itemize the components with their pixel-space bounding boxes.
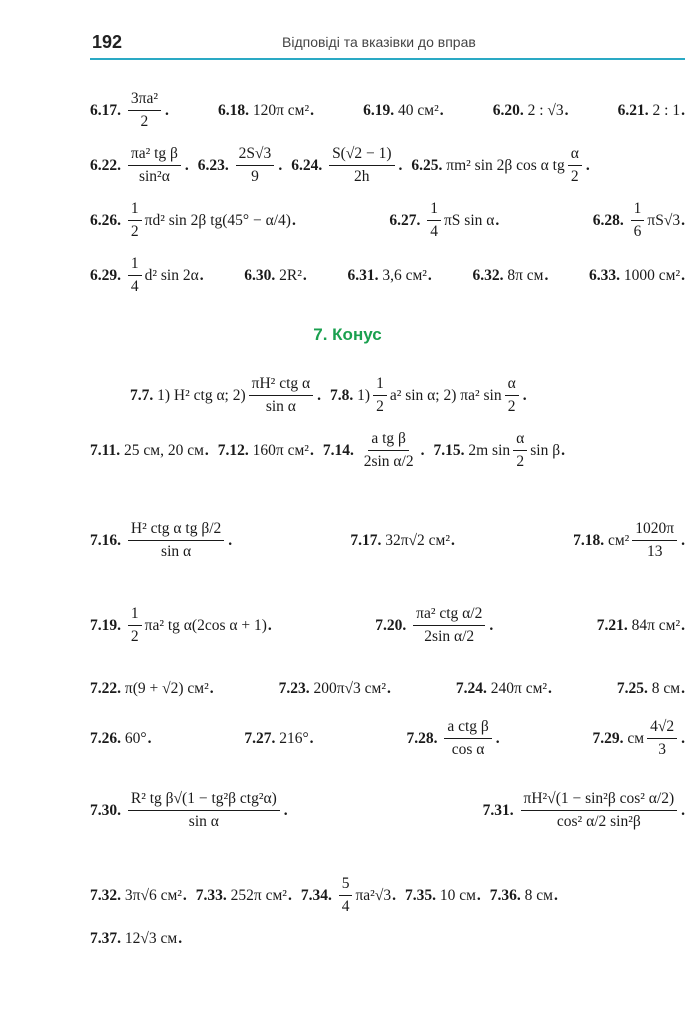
- period: .: [495, 211, 500, 229]
- answer-item: [90, 255, 204, 296]
- answer-line: [90, 680, 685, 698]
- answer-value: 1) H² ctg α; 2): [157, 386, 246, 404]
- denominator: 2: [570, 168, 579, 185]
- answer-value: 2 : 1: [652, 101, 681, 119]
- answer-line: [90, 520, 685, 561]
- period: .: [204, 441, 209, 459]
- exercise-number: 6.28.: [592, 211, 624, 229]
- period: .: [522, 386, 527, 404]
- denominator: 13: [646, 543, 663, 560]
- answer-item: [618, 102, 685, 120]
- answer-line: [90, 718, 685, 759]
- numerator: πa² tg β: [128, 145, 181, 166]
- fraction: [339, 875, 353, 916]
- period: .: [184, 156, 189, 174]
- exercise-number: 7.8.: [330, 386, 354, 404]
- answer-value: 120π см²: [252, 101, 310, 119]
- fraction: [632, 520, 677, 561]
- fraction: [128, 790, 280, 831]
- fraction: [361, 430, 417, 471]
- answer-value: πd² sin 2β tg(45° − α/4): [144, 211, 291, 229]
- period: .: [310, 101, 315, 119]
- answer-value: πa²√3: [355, 886, 392, 904]
- fraction: [631, 200, 645, 241]
- answer-item: [330, 375, 527, 416]
- answer-value: 1000 см²: [623, 266, 681, 284]
- answer-value: 2m sin: [468, 441, 511, 459]
- answer-value: 8π см: [507, 266, 544, 284]
- answer-item: [472, 267, 548, 285]
- period: .: [489, 616, 494, 634]
- answer-item: [483, 790, 685, 831]
- exercise-number: 6.21.: [617, 101, 649, 119]
- answer-line: [90, 200, 685, 241]
- exercise-number: 7.15.: [433, 441, 465, 459]
- answer-item: [406, 718, 499, 759]
- exercise-number: 6.25.: [411, 156, 443, 174]
- period: .: [209, 680, 214, 697]
- exercise-number: 7.34.: [300, 886, 332, 904]
- answer-value-2: a² sin α; 2) πa² sin: [389, 386, 502, 404]
- answer-item: [350, 532, 455, 550]
- answer-item: [490, 887, 558, 905]
- header-title: Відповіді та вказівки до вправ: [282, 34, 476, 50]
- answer-item: [130, 375, 321, 416]
- numerator: 1020π: [632, 520, 677, 541]
- denominator: 2: [130, 223, 139, 240]
- period: .: [392, 886, 396, 904]
- numerator: 1: [373, 375, 387, 396]
- exercise-number: 7.7.: [130, 386, 154, 404]
- exercise-number: 7.25.: [616, 680, 648, 697]
- period: .: [495, 729, 500, 747]
- exercise-number: 6.32.: [472, 266, 504, 284]
- period: .: [564, 101, 569, 119]
- fraction: [329, 145, 394, 186]
- fraction: [128, 200, 142, 241]
- fraction: [568, 145, 582, 186]
- exercise-number: 6.20.: [492, 101, 524, 119]
- answer-value: 60°: [124, 729, 147, 747]
- answer-value: 8 см: [651, 680, 681, 697]
- section-title: 7. Конус: [313, 325, 382, 344]
- answer-item: [198, 145, 282, 186]
- exercise-number: 7.19.: [90, 616, 121, 634]
- exercise-number: 6.17.: [90, 101, 121, 119]
- period: .: [476, 886, 481, 904]
- answer-value: πS sin α: [443, 211, 495, 229]
- period: .: [302, 266, 307, 284]
- period: .: [199, 266, 204, 284]
- period: .: [681, 801, 685, 819]
- fraction: [647, 718, 677, 759]
- answer-value: 3π√6 см²: [124, 886, 182, 904]
- answer-item: [90, 605, 272, 646]
- exercise-number: 7.31.: [482, 801, 514, 819]
- answer-item: [323, 430, 425, 471]
- page-header: [0, 0, 695, 60]
- period: .: [278, 156, 283, 174]
- answer-item: [218, 102, 314, 120]
- exercise-number: 7.12.: [217, 441, 249, 459]
- answer-item: [90, 790, 288, 831]
- fraction: [521, 790, 678, 831]
- numerator: 3πa²: [128, 90, 161, 111]
- period: .: [681, 531, 685, 549]
- period: .: [681, 680, 685, 697]
- numerator: a ctg β: [444, 718, 491, 739]
- answer-value: 32π√2 см²: [385, 531, 451, 549]
- answer-value: 1): [357, 386, 371, 404]
- fraction: [128, 520, 224, 561]
- answer-value: 12√3 см: [124, 930, 178, 947]
- exercise-number: 7.27.: [244, 729, 276, 747]
- answer-item: [90, 887, 187, 905]
- period: .: [267, 616, 272, 634]
- exercise-number: 7.36.: [489, 886, 521, 904]
- exercise-number: 7.24.: [455, 680, 487, 697]
- answer-item: [218, 442, 314, 460]
- answer-item: [347, 267, 431, 285]
- exercise-number: 7.33.: [195, 886, 227, 904]
- answer-item: [90, 200, 296, 241]
- numerator: α: [513, 430, 527, 451]
- fraction: [444, 718, 491, 759]
- answer-value: см: [627, 729, 645, 747]
- exercise-number: 7.21.: [596, 616, 628, 634]
- numerator: α: [505, 375, 519, 396]
- answer-item: [375, 605, 493, 646]
- answer-item: [456, 680, 552, 698]
- exercise-number: 7.28.: [406, 729, 438, 747]
- denominator: 4: [341, 898, 350, 915]
- exercise-number: 7.30.: [90, 801, 121, 819]
- answer-value: 25 см, 20 см: [124, 441, 204, 459]
- denominator: 2: [130, 628, 139, 645]
- answer-value: πS√3: [647, 211, 681, 229]
- answer-item: [90, 680, 214, 698]
- period: .: [420, 441, 425, 459]
- period: .: [147, 729, 152, 747]
- exercise-number: 6.30.: [244, 266, 276, 284]
- denominator: 2sin α/2: [424, 628, 475, 645]
- exercise-number: 6.24.: [291, 156, 323, 174]
- page-number: 192: [92, 32, 123, 52]
- answer-item: [90, 520, 232, 561]
- answer-item: [301, 875, 396, 916]
- answer-item: [363, 102, 443, 120]
- answer-item: [589, 267, 685, 285]
- numerator: a tg β: [368, 430, 409, 451]
- answer-item: [493, 102, 569, 120]
- period: .: [681, 616, 685, 634]
- answer-value: πm² sin 2β cos α tg: [446, 156, 565, 174]
- answer-value: d² sin 2α: [144, 266, 199, 284]
- denominator: 3: [658, 741, 666, 758]
- exercise-number: 7.11.: [90, 441, 121, 459]
- answer-line: [90, 145, 685, 186]
- numerator: πH² ctg α: [249, 375, 313, 396]
- numerator: 1: [427, 200, 441, 221]
- denominator: 2: [140, 113, 149, 130]
- answer-value: 2 : √3: [527, 101, 564, 119]
- exercise-number: 7.23.: [278, 680, 310, 697]
- period: .: [544, 266, 549, 284]
- numerator: 1: [631, 200, 645, 221]
- denominator: 4: [430, 223, 438, 240]
- exercise-number: 6.33.: [589, 266, 621, 284]
- exercise-number: 7.20.: [375, 616, 407, 634]
- numerator: α: [568, 145, 582, 166]
- fraction: [513, 430, 527, 471]
- period: .: [561, 441, 565, 459]
- denominator: cos² α/2 sin²β: [556, 813, 641, 830]
- denominator: 2: [507, 398, 516, 415]
- numerator: πa² ctg α/2: [413, 605, 485, 626]
- exercise-number: 6.23.: [197, 156, 229, 174]
- period: .: [182, 886, 187, 904]
- denominator: 2sin α/2: [363, 453, 414, 470]
- period: .: [681, 729, 685, 747]
- denominator: sin α: [265, 398, 296, 415]
- answer-value: 160π см²: [252, 441, 309, 459]
- fraction: [413, 605, 485, 646]
- exercise-number: 7.22.: [90, 680, 121, 697]
- denominator: 4: [130, 278, 139, 295]
- header-rule: [90, 58, 685, 60]
- denominator: 2h: [354, 168, 370, 185]
- answer-item: [244, 730, 313, 748]
- numerator: S(√2 − 1): [329, 145, 394, 166]
- answer-item: [90, 930, 182, 948]
- answer-value: πa² tg α(2cos α + 1): [144, 616, 267, 634]
- period: .: [178, 930, 183, 947]
- period: .: [283, 801, 288, 819]
- period: .: [287, 886, 292, 904]
- exercise-number: 6.31.: [347, 266, 379, 284]
- exercise-number: 6.26.: [90, 211, 121, 229]
- fraction: [128, 255, 142, 296]
- answer-item: [411, 145, 589, 186]
- fraction: [249, 375, 313, 416]
- fraction: [128, 145, 181, 186]
- answer-value: 40 см²: [398, 101, 439, 119]
- period: .: [548, 680, 552, 697]
- exercise-number: 7.18.: [573, 531, 605, 549]
- period: .: [681, 266, 685, 284]
- period: .: [309, 729, 314, 747]
- answer-item: [196, 887, 292, 905]
- fraction: [236, 145, 275, 186]
- answer-line: [90, 790, 685, 831]
- exercise-number: 6.19.: [363, 101, 395, 119]
- answer-item: [90, 730, 151, 748]
- numerator: 1: [128, 255, 142, 276]
- period: .: [398, 156, 403, 174]
- answer-value: 84π см²: [631, 616, 681, 634]
- answer-value-2: sin β: [530, 441, 561, 459]
- answer-item: [617, 680, 685, 698]
- denominator: 6: [633, 223, 642, 240]
- period: .: [427, 266, 432, 284]
- numerator: H² ctg α tg β/2: [128, 520, 224, 541]
- denominator: sin²α: [138, 168, 170, 185]
- answer-value: 200π√3 см²: [313, 680, 387, 697]
- exercise-number: 6.18.: [217, 101, 249, 119]
- answer-line: [90, 930, 685, 948]
- exercise-number: 7.29.: [592, 729, 624, 747]
- answer-item: [244, 267, 307, 285]
- period: .: [451, 531, 455, 549]
- answer-item: [279, 680, 391, 698]
- numerator: R² tg β√(1 − tg²β ctg²α): [128, 790, 280, 811]
- exercise-number: 6.22.: [90, 156, 121, 174]
- numerator: 1: [128, 605, 142, 626]
- exercise-number: 6.27.: [389, 211, 421, 229]
- answer-item: [597, 617, 685, 635]
- answer-line: [90, 255, 685, 296]
- exercise-number: 7.14.: [322, 441, 354, 459]
- exercise-number: 7.26.: [90, 729, 121, 747]
- exercise-number: 7.17.: [350, 531, 382, 549]
- answer-value: π(9 + √2) см²: [124, 680, 209, 697]
- answer-item: [433, 430, 565, 471]
- denominator: 9: [251, 168, 259, 185]
- period: .: [585, 156, 590, 174]
- answer-line: [90, 90, 685, 131]
- answer-item: [405, 887, 481, 905]
- exercise-number: 7.35.: [404, 886, 436, 904]
- period: .: [387, 680, 391, 697]
- period: .: [291, 211, 296, 229]
- answer-item: [573, 520, 685, 561]
- answer-value: 252π см²: [230, 886, 287, 904]
- period: .: [681, 211, 685, 229]
- answer-value: 2R²: [279, 266, 302, 284]
- period: .: [681, 101, 685, 119]
- answer-line: [90, 605, 685, 646]
- answer-item: [291, 145, 402, 186]
- denominator: sin α: [161, 543, 192, 560]
- answer-value: 216°: [279, 729, 309, 747]
- numerator: 2S√3: [236, 145, 275, 166]
- fraction: [128, 90, 161, 131]
- answer-value: см²: [607, 531, 630, 549]
- period: .: [228, 531, 233, 549]
- answer-value: 3,6 см²: [382, 266, 427, 284]
- answer-item: [389, 200, 499, 241]
- answer-value: 240π см²: [490, 680, 548, 697]
- period: .: [317, 386, 322, 404]
- answer-line: [90, 875, 685, 916]
- exercise-number: 7.37.: [90, 930, 121, 947]
- exercise-number: 7.32.: [90, 886, 121, 904]
- period: .: [164, 101, 169, 119]
- answer-item: [90, 442, 209, 460]
- answer-item: [90, 90, 169, 131]
- answer-line: [90, 430, 685, 471]
- answer-item: [593, 718, 685, 759]
- fraction: [505, 375, 519, 416]
- numerator: 4√2: [647, 718, 677, 739]
- answer-item: [593, 200, 685, 241]
- fraction: [427, 200, 441, 241]
- numerator: 5: [339, 875, 353, 896]
- denominator: cos α: [451, 741, 485, 758]
- period: .: [553, 886, 558, 904]
- exercise-number: 6.29.: [90, 266, 121, 284]
- denominator: 2: [376, 398, 384, 415]
- denominator: sin α: [188, 813, 219, 830]
- numerator: πH²√(1 − sin²β cos² α/2): [521, 790, 678, 811]
- fraction: [373, 375, 387, 416]
- fraction: [128, 605, 142, 646]
- answer-line: [90, 375, 695, 416]
- exercise-number: 7.16.: [90, 531, 121, 549]
- period: .: [439, 101, 444, 119]
- answer-value: 10 см: [439, 886, 476, 904]
- answer-value: 8 см: [524, 886, 553, 904]
- period: .: [309, 441, 314, 459]
- answer-item: [90, 145, 189, 186]
- numerator: 1: [128, 200, 142, 221]
- denominator: 2: [516, 453, 525, 470]
